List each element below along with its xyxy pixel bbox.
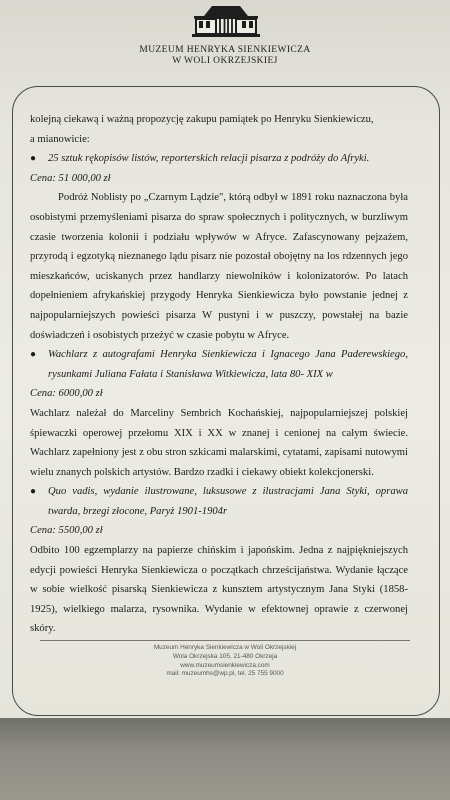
list-item [30,149,408,169]
paragraph-quo-vadis: Odbito 100 egzemplarzy na papierze chińskim i japońskim. Jedna z najpiękniejszych edycji powieści Henryka Sienkiewicza o początkach chrześcijaństwa. Wydanie łączące w sobie wielkość pisarską Sienkiewicza z kunsztem artystycznym Jana Styki (1858-1925), wielkiego malarza, rysownika. Wydanie w efektownej oprawie z czerwonej skóry. [30,545,408,635]
document-body [30,110,408,640]
manor-house-icon [190,2,262,42]
intro-line-2: a mianowicie: [30,133,90,145]
museum-name-line1: MUZEUM HENRYKA SIENKIEWICZA [139,45,311,55]
footer-line-website: www.muzeumsienkiewicza.com [180,661,270,669]
footer-line-name: Muzeum Henryka Sienkiewicza w Woli Okrzejskiej [153,644,297,651]
footer-line-address: Wola Okrzejska 105, 21-480 Okrzeja [172,652,278,660]
paragraph-fan: Wachlarz należał do Marceliny Sembrich Kochańskiej, najpopularniejszej polskiej śpiewaczki operowej przełomu XIX i XX w znanej i cenionej na całym świecie. Wachlarz zapełniony jest z obu stron szkicami malarskimi, cytatami, zapisami nutowymi wielu znanych polskich artystów. Bardzo rzadki i ciekawy obiekt kolekcjonerski. [30,407,408,478]
price-fan: Cena: 6000,00 zł [30,388,103,400]
list-item [30,482,408,521]
list-item [30,345,408,384]
item-quo-vadis: Quo vadis, wydanie ilustrowane, luksusowe z ilustracjami Jana Styki, oprawa twarda, brzegi złocone, Paryż 1901-1904r [48,486,408,517]
item-letters: 25 sztuk rękopisów listów, reporterskich relacji pisarza z podróży do Afryki. [48,153,370,165]
museum-logo [0,0,450,76]
price-quo-vadis: Cena: 5500,00 zł [30,525,103,537]
item-fan: Wachlarz z autografami Henryka Sienkiewicza i Ignacego Jana Paderewskiego, rysunkami Juliana Fałata i Stanisława Witkiewicza, lata 80- XIX w [48,349,408,380]
paragraph-africa: Podróż Noblisty po „Czarnym Lądzie", którą odbył w 1891 roku naznaczona była osobistymi przemyśleniami pisarza do spraw społecznych i politycznych, w burzliwym czasie tworzenia kolonii i podziału wpływów w Afryce. Zafascynowany pejzażem, przyrodą i egzotyką nieznanego lądu pisarz nie pozostał obojętny na los rdzennych jego mieszkańców, uciskanych przez handlarzy niewolników i kolonizatorów. Po latach dopełnieniem afrykańskiej przygody Henryka Sienkiewicza było powstanie jednej z najpopularniejszych powieści pisarza W pustyni i w puszczy, powstałej na bazie doświadczeń i osobistych przeżyć w czasie pobytu w Afryce. [30,192,408,341]
price-letters: Cena: 51 000,00 zł [30,172,111,184]
footer-address [0,644,450,679]
intro-line-1: kolejną ciekawą i ważną propozycję zakupu pamiątek po Henryku Sienkiewiczu, [30,114,374,125]
bullet-icon: ● [30,486,37,498]
footer-line-contact: mail: muzeumhs@wp.pl, tel. 25 755 9000 [166,670,284,678]
bullet-icon: ● [30,153,37,165]
bullet-icon: ● [30,349,37,361]
page-edge-shadow [0,718,450,800]
footer-divider [40,640,410,641]
museum-name-line2: W WOLI OKRZEJSKIEJ [172,56,278,66]
